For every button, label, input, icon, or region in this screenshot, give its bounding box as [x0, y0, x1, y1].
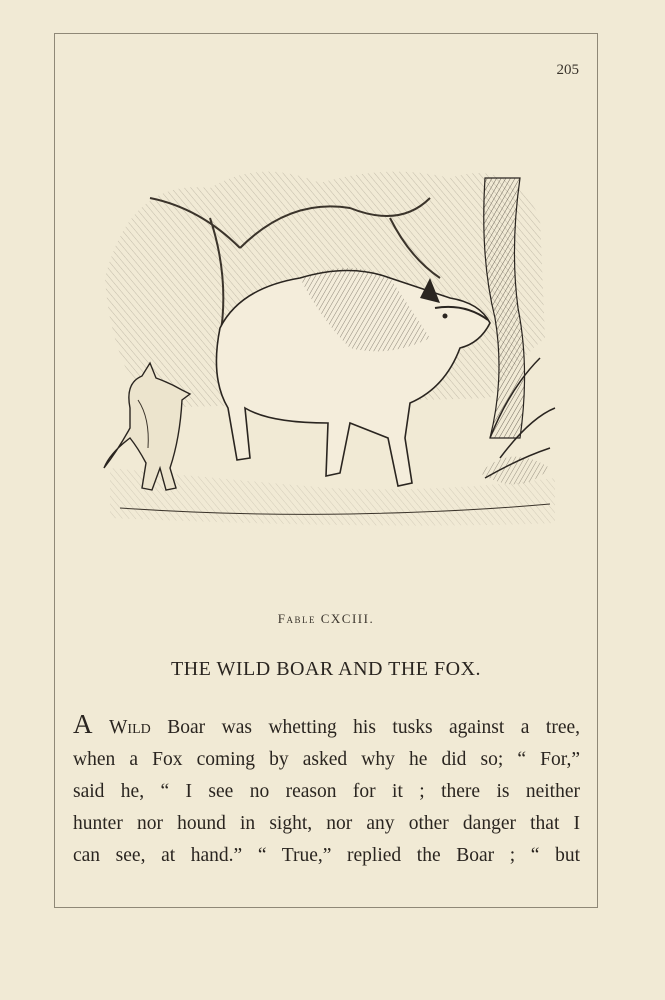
page-number: 205 [556, 62, 579, 78]
first-word: Wild [109, 717, 151, 738]
text-line-1 [73, 708, 580, 744]
text-line-3: said he, “ I see no reason for it ; there is neither [73, 781, 580, 802]
text-line-4: hunter nor hound in sight, nor any other danger that I [73, 813, 580, 834]
line-1-text: Boar was whetting his tusks against a tree, [150, 717, 581, 738]
fable-number: Fable CXCIII. [277, 611, 375, 626]
engraving-illustration [90, 138, 560, 528]
fable-title: THE WILD BOAR AND THE FOX. [170, 658, 482, 680]
text-line-2: when a Fox coming by asked why he did so; “ For,” [73, 749, 580, 770]
fable-text [73, 708, 580, 872]
dropcap: A [73, 709, 93, 739]
text-line-5: can see, at hand.” “ True,” replied the Boar ; “ but [73, 845, 580, 866]
